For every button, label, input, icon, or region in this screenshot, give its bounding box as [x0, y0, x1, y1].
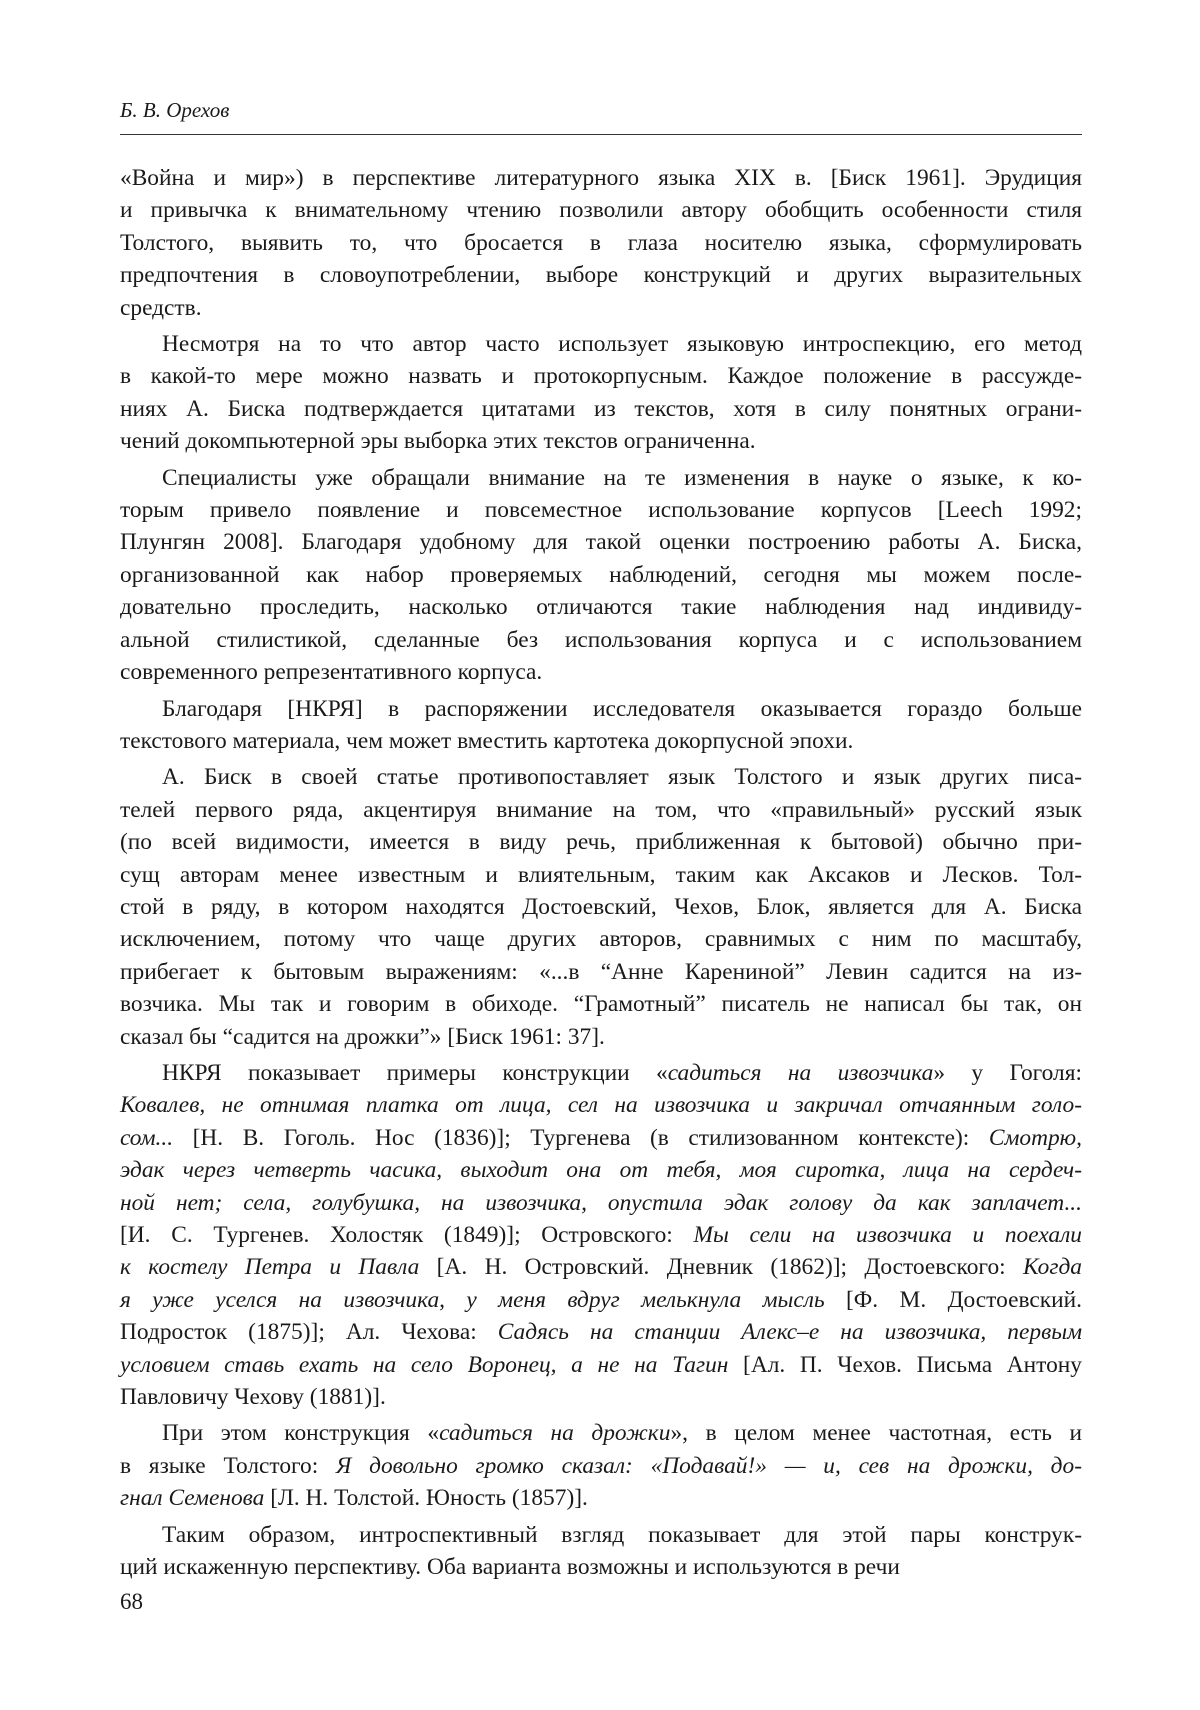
text-run: При этом конструкция «: [162, 1420, 440, 1447]
italic-run: Я довольно громко сказал: «Подавай!» — и, сев на дрожки, до-: [336, 1452, 1082, 1479]
text-line: [120, 462, 1082, 494]
text-line: [120, 794, 1082, 826]
italic-run: садиться на дрожки: [439, 1420, 671, 1447]
text-line: [120, 1316, 1082, 1348]
text-line: [120, 494, 1082, 526]
text-run: [Л. Н. Толстой. Юность (1857)].: [264, 1485, 588, 1512]
italic-run: гнал Семенова: [120, 1485, 265, 1512]
text-run: НКРЯ показывает примеры конструкции «: [162, 1059, 668, 1086]
text-line: [120, 988, 1082, 1020]
text-line: [120, 227, 1082, 259]
text-line: [120, 259, 1082, 291]
italic-run: условием ставь ехать на село Воронец, а не на Тагин: [120, 1351, 729, 1378]
text-run: », в целом менее частотная, есть и: [670, 1420, 1082, 1447]
text-line: [120, 526, 1082, 558]
text-run: ций искаженную перспективу. Оба варианта возможны и используются в речи: [120, 1554, 900, 1581]
text-run: возчика. Мы так и говорим в обиходе. “Грамотный” писатель не написал бы так, он: [120, 991, 1082, 1018]
paragraph: [120, 1519, 1082, 1584]
text-line: [120, 1417, 1082, 1449]
text-line: [120, 1519, 1082, 1551]
text-run: » у Гоголя:: [933, 1059, 1082, 1086]
text-line: [120, 624, 1082, 656]
text-run: сказал бы “садится на дрожки”» [Биск 1961: 37].: [120, 1023, 605, 1050]
text-line: [120, 425, 1082, 457]
text-line: [120, 891, 1082, 923]
text-line: [120, 292, 1082, 324]
text-line: [120, 1187, 1082, 1219]
text-line: [120, 923, 1082, 955]
text-line: [120, 1154, 1082, 1186]
italic-run: к костелу Петра и Павла: [120, 1254, 420, 1281]
text-run: [Ф. М. Достоевский.: [824, 1286, 1082, 1313]
paragraph: [120, 761, 1082, 1053]
text-run: предпочтения в словоупотреблении, выборе конструкций и других выразительных: [120, 262, 1082, 289]
text-run: довательно проследить, насколько отличаются такие наблюдения над индивиду-: [120, 594, 1082, 621]
text-line: [120, 360, 1082, 392]
text-run: прибегает к бытовым выражениям: «...в “Анне Карениной” Левин садится на из-: [120, 958, 1082, 985]
italic-run: эдак через четверть часика, выходит она от тебя, моя сиротка, лица на сердеч-: [120, 1157, 1082, 1184]
text-run: организованной как набор проверяемых наблюдений, сегодня мы можем после-: [120, 561, 1082, 588]
text-line: [120, 162, 1082, 194]
text-run: текстового материала, чем может вместить картотека докорпусной эпохи.: [120, 727, 854, 754]
paragraph: [120, 328, 1082, 458]
text-line: [120, 559, 1082, 591]
text-run: чений докомпьютерной эры выборка этих текстов ограниченна.: [120, 428, 756, 455]
italic-run: Мы сели на извозчика и поехали: [693, 1222, 1082, 1248]
text-run: Несмотря на то что автор часто использует языковую интроспекцию, его метод: [162, 331, 1082, 358]
header-rule: [120, 134, 1082, 135]
text-run: Павловичу Чехову (1881)].: [120, 1384, 386, 1411]
italic-run: Когда: [1023, 1254, 1082, 1281]
text-run: телей первого ряда, акцентируя внимание на том, что «правильный» русский язык: [120, 796, 1082, 823]
paragraph: [120, 462, 1082, 689]
text-run: Подросток (1875)]; Ал. Чехова:: [120, 1319, 498, 1346]
text-run: Благодаря [НКРЯ] в распоряжении исследователя оказывается гораздо больше: [162, 695, 1082, 722]
text-line: [120, 859, 1082, 891]
paragraph: [120, 1057, 1082, 1413]
text-run: Толстого, выявить то, что бросается в глаза носителю языка, сформулировать: [120, 229, 1082, 256]
text-run: [Ал. П. Чехов. Письма Антону: [728, 1351, 1082, 1378]
text-run: в языке Толстого:: [120, 1452, 336, 1479]
text-run: [А. Н. Островский. Дневник (1862)]; Достоевского:: [419, 1254, 1023, 1281]
text-run: [Н. В. Гоголь. Нос (1836)]; Тургенева (в стилизованном контексте):: [173, 1124, 989, 1151]
text-run: «Война и мир») в перспективе литературного языка XIX в. [Биск 1961]. Эрудиция: [120, 165, 1082, 191]
text-run: альной стилистикой, сделанные без использования корпуса и с использованием: [120, 626, 1082, 653]
text-line: [120, 1450, 1082, 1482]
text-line: [120, 1122, 1082, 1154]
text-line: [120, 194, 1082, 226]
text-run: сущ авторам менее известным и влиятельным, таким как Аксаков и Лесков. Тол-: [120, 861, 1082, 888]
text-run: исключением, потому что чаще других авторов, сравнимых с ним по масштабу,: [120, 926, 1082, 953]
italic-run: сом...: [120, 1124, 174, 1151]
text-line: [120, 328, 1082, 360]
body-text: [120, 162, 1082, 1587]
italic-run: Смотрю,: [988, 1124, 1082, 1151]
text-line: [120, 1482, 1082, 1514]
text-run: [И. С. Тургенев. Холостяк (1849)]; Островского:: [120, 1222, 694, 1248]
text-line: [120, 591, 1082, 623]
text-line: [120, 1021, 1082, 1053]
text-line: [120, 656, 1082, 688]
text-line: [120, 1089, 1082, 1121]
text-line: [120, 1284, 1082, 1316]
text-run: в какой-то мере можно назвать и протокорпусным. Каждое положение в рассужде-: [120, 363, 1082, 390]
text-line: [120, 761, 1082, 793]
text-line: [120, 693, 1082, 725]
text-run: Специалисты уже обращали внимание на те изменения в науке о языке, к ко-: [162, 464, 1082, 491]
text-run: ниях А. Биска подтверждается цитатами из текстов, хотя в силу понятных ограни-: [120, 395, 1082, 422]
italic-run: Садясь на станции Алекс–е на извозчика, первым: [497, 1319, 1082, 1346]
text-line: [120, 1219, 1082, 1251]
text-run: и привычка к внимательному чтению позволили автору обобщить особенности стиля: [120, 197, 1082, 224]
italic-run: ной нет; села, голубушка, на извозчика, опустила эдак голову да как заплачет...: [120, 1189, 1082, 1216]
text-run: Таким образом, интроспективный взгляд показывает для этой пары конструк-: [162, 1521, 1082, 1548]
page-number: 68: [120, 1589, 143, 1614]
italic-run: я уже уселся на извозчика, у меня вдруг мелькнула мысль: [120, 1286, 825, 1313]
text-line: [120, 1381, 1082, 1413]
text-line: [120, 725, 1082, 757]
paragraph: [120, 693, 1082, 758]
text-run: современного репрезентативного корпуса.: [120, 659, 543, 686]
paragraph: [120, 1417, 1082, 1514]
paragraph: [120, 162, 1082, 324]
text-line: [120, 1057, 1082, 1089]
text-run: торым привело появление и повсеместное использование корпусов [Leech 1992;: [120, 497, 1082, 524]
text-line: [120, 393, 1082, 425]
text-line: [120, 826, 1082, 858]
text-run: Плунгян 2008]. Благодаря удобному для такой оценки построению работы А. Биска,: [120, 529, 1082, 556]
text-line: [120, 1349, 1082, 1381]
text-line: [120, 1251, 1082, 1283]
italic-run: Ковалев, не отнимая платка от лица, сел на извозчика и закричал отчаянным голо-: [120, 1092, 1082, 1119]
text-run: (по всей видимости, имеется в виду речь, приближенная к бытовой) обычно при-: [120, 829, 1082, 856]
text-run: средств.: [120, 294, 202, 321]
text-line: [120, 1551, 1082, 1583]
italic-run: садиться на извозчика: [667, 1059, 934, 1086]
running-head: Б. В. Орехов: [120, 98, 230, 122]
text-run: стой в ряду, в котором находятся Достоевский, Чехов, Блок, является для А. Биска: [120, 893, 1082, 920]
text-line: [120, 956, 1082, 988]
text-run: А. Биск в своей статье противопоставляет язык Толстого и язык других писа-: [162, 764, 1082, 791]
